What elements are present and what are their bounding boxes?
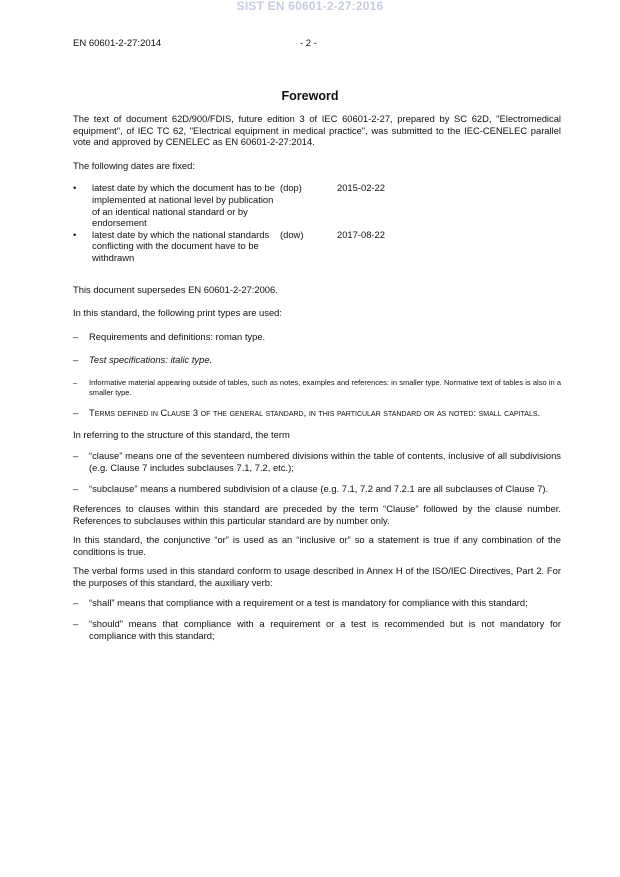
header-page-number: - 2 - (300, 38, 317, 49)
dash-icon: – (73, 354, 79, 366)
header-doc-id: EN 60601-2-27:2014 (73, 38, 162, 49)
conjunctive-paragraph: In this standard, the conjunctive “or” is used as an “inclusive or” so a statement is true if any combination of the conditions is true. (73, 534, 561, 557)
print-type-small-caps (73, 407, 561, 419)
dash-icon: – (73, 483, 79, 495)
bullet-icon: • (73, 182, 77, 194)
intro-paragraph: The text of document 62D/900/FDIS, future edition 3 of IEC 60601-2-27, prepared by SC 62D, "Electromedical equipment", of IEC TC 62, "Electrical equipment in medical practice", was submitted to the IEC-CENELEC parallel vote and approved by CENELEC as EN 60601-2-27:2014. (73, 113, 561, 148)
dates-list (73, 182, 561, 263)
date-description: latest date by which the document has to be implemented at national level by publication of an identical national standard or by endorsement (92, 182, 275, 229)
verb-item-should (73, 618, 561, 641)
dash-icon: – (73, 618, 79, 630)
print-type-italic (73, 354, 561, 366)
print-type-text: Test specifications: italic type. (89, 354, 213, 366)
structure-item-clause (73, 450, 561, 473)
watermark: SIST EN 60601-2-27:2016 (236, 0, 384, 13)
supersedes-paragraph: This document supersedes EN 60601-2-27:2006. (73, 283, 278, 295)
print-type-roman (73, 331, 561, 343)
dash-icon: – (73, 596, 79, 608)
dash-icon: – (73, 407, 79, 419)
structure-item-text: “clause” means one of the seventeen numbered divisions within the table of contents, inclusive of all subdivisions (e.g. Clause 7 includes subclauses 7.1, 7.2, etc.); (89, 450, 561, 473)
verb-item-text: “should” means that compliance with a requirement or a test is recommended but is not mandatory for compliance with this standard; (89, 618, 561, 641)
structure-item-text: “subclause” means a numbered subdivision of a clause (e.g. 7.1, 7.2 and 7.2.1 are all subclauses of Clause 7). (89, 483, 549, 495)
structure-intro: In referring to the structure of this standard, the term (73, 428, 290, 440)
date-abbreviation: (dop) (280, 182, 302, 194)
print-type-text: Terms defined in Clause 3 of the general standard, in this particular standard or as noted: small capitals. (89, 407, 541, 419)
dash-icon: – (73, 330, 79, 342)
verb-item-text: “shall” means that compliance with a requirement or a test is mandatory for compliance with this standard; (89, 596, 528, 608)
date-value: 2015-02-22 (337, 182, 385, 194)
verbal-forms-paragraph: The verbal forms used in this standard conform to usage described in Annex H of the ISO/IEC Directives, Part 2. For the purposes of this standard, the auxiliary verb: (73, 565, 561, 589)
references-paragraph: References to clauses within this standard are preceded by the term “Clause” followed by the clause number. References to subclauses within this particular standard are by number only. (73, 503, 561, 526)
page-title: Foreword (281, 89, 339, 103)
print-types-intro: In this standard, the following print types are used: (73, 307, 282, 319)
date-value: 2017-08-22 (337, 228, 385, 240)
dash-icon: – (73, 450, 79, 462)
date-row-dop (73, 182, 561, 228)
bullet-icon: • (73, 228, 77, 240)
print-type-text: Informative material appearing outside of tables, such as notes, examples and references: in smaller type. Normative text of tables is also in a smaller type. (89, 377, 561, 397)
dash-icon: – (73, 377, 78, 387)
date-abbreviation: (dow) (280, 228, 304, 240)
foreword-body (73, 113, 561, 641)
print-type-small (73, 378, 561, 397)
verb-item-shall (73, 597, 561, 609)
date-description: latest date by which the national standards conflicting with the document have to be withdrawn (92, 228, 270, 263)
structure-item-subclause (73, 483, 561, 495)
dates-intro: The following dates are fixed: (73, 159, 195, 171)
date-row-dow (73, 229, 561, 264)
print-type-text: Requirements and definitions: roman type. (89, 330, 266, 342)
